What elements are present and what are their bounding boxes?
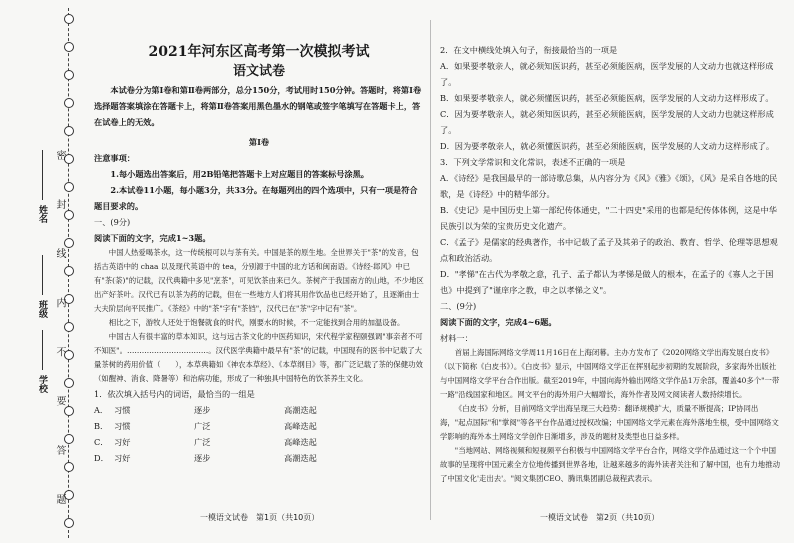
option-text: A．如果要孝敬亲人，就必须知医识药，甚至必须能医病，医学发展的人文动力也就这样形成了。	[440, 61, 774, 87]
option-text: B．《史记》是中国历史上第一部纪传体通史，"二十四史"采用的也都是纪传体体例，这是中华民族引以为荣的宝贵历史文化遗产。	[440, 205, 777, 231]
option-key: B．	[94, 421, 109, 431]
option-row	[94, 402, 424, 418]
option-word: 高峰迭起	[284, 421, 317, 431]
question-2: 2．在文中横线处填入句子，衔接最恰当的一项是	[440, 45, 618, 55]
option-word: 习惯	[114, 421, 131, 431]
column-divider	[430, 20, 431, 520]
option-text: D．"孝悌"在古代为孝敬之意，孔子、孟子都认为孝悌是做人的根本，在孟子的《寡人之于国也》中提到了"谨庠序之教，申之以孝悌之义"。	[440, 269, 774, 295]
binding-hole	[64, 126, 74, 136]
binding-hole	[64, 14, 74, 24]
material-label: 材料一：	[440, 333, 473, 343]
option-word: 高潮迭起	[284, 453, 317, 463]
seal-warning-text: 密 封 线 内 不 要 答 题	[54, 150, 65, 523]
binding-hole	[64, 42, 74, 52]
class-underline	[42, 255, 43, 295]
passage-paragraph: 中国人热爱喝茶水，这一传统根可以与茶有关。中国是茶的原生地。全世界关于"茶"的发音，包括古英语中的 chaa 以及现代英语中的 tea，分别源于中国的北方话和闽南语。《诗经·邶风》中已有"茶(荼)"的记载，汉代典籍中多见"烹茶"，可见饮茶由来已久。茶树产于我国南方的山地，不少地区出产好茶叶。汉代已有以茶为药的记载，但在一些地方人们将其用作饮品也已经开始了，且逐渐由士大夫阶层向平民推广。《茶经》中的"茶"字有"茶铛"，汉代已在"茶"字中记有"茶"。	[94, 248, 424, 313]
option-text: C．《孟子》是儒家的经典著作，书中记载了孟子及其弟子的政治、教育、哲学、伦理等思想观点和政治活动。	[440, 237, 778, 263]
notice-title: 注意事项：	[94, 153, 135, 163]
right-column	[440, 42, 780, 486]
passage-paragraph: 中国古人有很丰富的草本知识，这与远古茶文化的中医药知识，宋代程学家程颐强调"事亲者不可不知医"。……………………………。汉代医学典籍中最早有"茶"的记载，中国现有的医书中记载了大量茶树的药用价值（ ），本草典籍如《神农本草经》、《本草纲目》等，都广泛记载了茶的保健功效（如醒神、消食、降暑等）和治病功能，形成了一种独具中国特色的饮茶养生文化。	[94, 332, 423, 383]
option-word: 广泛	[194, 437, 211, 447]
left-column	[94, 42, 424, 466]
option-word: 习惯	[114, 405, 131, 415]
exam-intro: 本试卷分为第Ⅰ卷和第Ⅱ卷两部分，总分150分，考试用时150分钟。答题时，将第Ⅰ卷选择题答案填涂在答题卡上，将第Ⅱ卷答案用黑色墨水的钢笔或签字笔填写在答题卡上，答在试卷上的无效。	[94, 85, 422, 127]
binding-margin	[0, 0, 76, 543]
option-word: 高潮迭起	[284, 405, 317, 415]
binding-hole	[64, 98, 74, 108]
question-3: 3．下列文学常识和文化常识，表述不正确的一项是	[440, 157, 626, 167]
option-row	[94, 450, 424, 466]
option-row	[94, 418, 424, 434]
part-heading: 一、(9分)	[94, 217, 131, 227]
option-text: C．因为要孝敬亲人，就必须知医识药，甚至必须能医病，医学发展的人文动力也就这样形成了。	[440, 109, 774, 135]
school-label: 学校	[37, 375, 47, 393]
option-text: A．《诗经》是我国最早的一部诗歌总集，从内容分为《风》《雅》《颂》，《风》是采自各地的民歌，是《诗经》中的精华部分。	[440, 173, 778, 199]
option-word: 习好	[114, 453, 131, 463]
passage-paragraph: 相比之下，游牧人还处于饱餐就食的时代，刚要水的时候，不一定能找到合用的加温设备。	[108, 318, 405, 327]
option-row	[94, 434, 424, 450]
option-word: 高峰迭起	[284, 437, 317, 447]
option-word: 习好	[114, 437, 131, 447]
notice-item: 1.每小题选出答案后，用2B铅笔把答题卡上对应题目的答案标号涂黑。	[110, 169, 369, 179]
passage-paragraph: 首届上海国际网络文学周11月16日在上海闭幕。主办方发布了《2020网络文学出海发展白皮书》（以下简称《白皮书》）。《白皮书》显示，中国网络文学正在挥别起步初期的发展阶段，多家海外出版社与中国网络文学平台合作出版。截至2019年，中国向海外输出网络文学作品1万余部，覆盖40多个"一带一路"沿线国家和地区。网文平台的海外用户大幅增长，海外作者及网文阅读者人数持续增长。	[440, 348, 780, 399]
exam-title: 2021年河东区高考第一次模拟考试	[148, 44, 370, 60]
name-label: 姓名	[37, 205, 47, 223]
part-heading: 二、(9分)	[440, 301, 477, 311]
option-key: D．	[94, 453, 109, 463]
reading-prompt: 阅读下面的文字，完成4~6题。	[440, 317, 557, 327]
option-key: A．	[94, 405, 109, 415]
page-footer: 一模语文试卷 第1页（共10页）	[200, 513, 320, 522]
question-1: 1．依次填入括号内的词语，最恰当的一组是	[94, 389, 255, 399]
passage-paragraph: "当地网站、网络视频和短视频平台积极与中国网络文学平台合作，网络文学作品通过这一个个中国故事的呈现将中国元素全方位地传播到世界各地，让越来越多的海外读者关注和了解中国，也有力地推动了中国文化'走出去'。"阅文集团CEO、腾讯集团副总裁程武表示。	[440, 446, 780, 483]
page-footer: 一模语文试卷 第2页（共10页）	[540, 513, 660, 522]
reading-prompt: 阅读下面的文字，完成1~3题。	[94, 233, 211, 243]
question-1-options	[94, 402, 424, 466]
section-heading: 第Ⅰ卷	[248, 137, 270, 147]
option-text: D．因为要孝敬亲人，就必须懂医识药，甚至必须能医病，医学发展的人文动力这样形成了。	[440, 141, 775, 151]
option-text: B．如果要孝敬亲人，就必须懂医识药，甚至必须能医病，医学发展的人文动力这样形成了。	[440, 93, 774, 103]
option-word: 逐步	[194, 405, 211, 415]
class-label: 班级	[37, 300, 47, 318]
passage-paragraph: 《白皮书》分析，目前网络文学出海呈现三大趋势：翻译规模扩大，质量不断提高；IP协同出海，"起点国际"和"掌阅"等各平台作品通过授权改编；中国网络文学元素在海外落地生根，受中国网络文学影响的海外本土网络文学创作日渐增多，涉及的题材及类型也日益多样。	[440, 404, 779, 441]
option-key: C．	[94, 437, 109, 447]
notice-item: 2.本试卷11小题，每小题3分，共33分。在每题列出的四个选项中，只有一项是符合题目要求的。	[94, 185, 418, 211]
option-word: 广泛	[194, 421, 211, 431]
binding-hole	[64, 70, 74, 80]
name-underline	[42, 150, 43, 200]
option-word: 逐步	[194, 453, 211, 463]
exam-subtitle: 语文试卷	[232, 64, 285, 79]
school-underline	[42, 330, 43, 370]
